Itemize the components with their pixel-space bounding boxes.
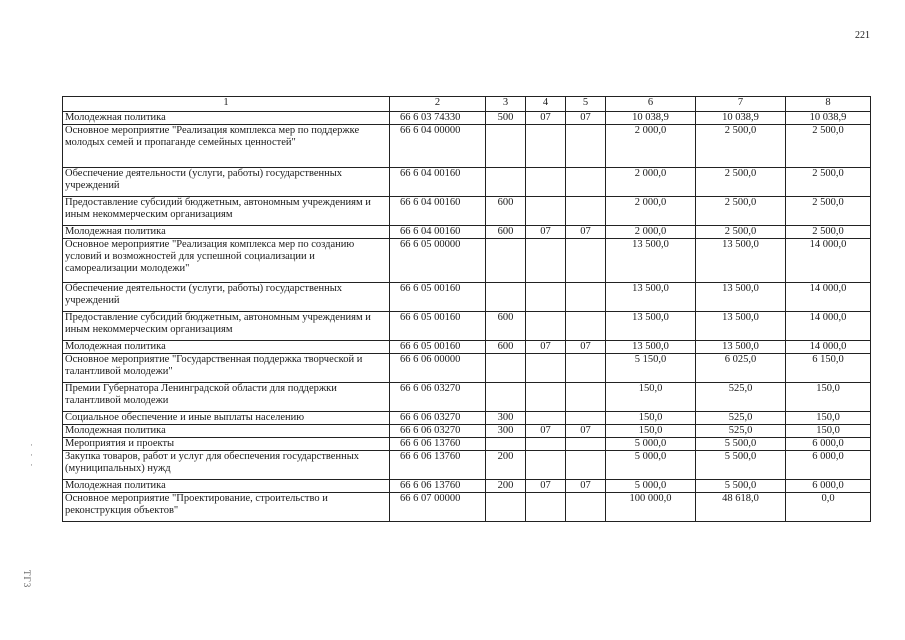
row-section: 07 — [526, 341, 566, 354]
row-expense-type: 200 — [486, 451, 526, 480]
row-value-col7: 2 500,0 — [696, 168, 786, 197]
row-value-col7: 5 500,0 — [696, 451, 786, 480]
row-subsection — [566, 354, 606, 383]
row-code: 66 6 06 03270 — [390, 425, 486, 438]
row-value-col7: 6 025,0 — [696, 354, 786, 383]
column-header: 8 — [786, 97, 871, 112]
row-value-col6: 13 500,0 — [606, 341, 696, 354]
budget-table — [62, 96, 871, 522]
row-value-col8: 14 000,0 — [786, 341, 871, 354]
row-value-col8: 6 150,0 — [786, 354, 871, 383]
column-header: 6 — [606, 97, 696, 112]
row-expense-type — [486, 283, 526, 312]
row-expense-type — [486, 438, 526, 451]
row-section — [526, 354, 566, 383]
row-value-col6: 5 000,0 — [606, 438, 696, 451]
row-code: 66 6 06 03270 — [390, 383, 486, 412]
row-value-col8: 0,0 — [786, 493, 871, 522]
row-value-col8: 6 000,0 — [786, 451, 871, 480]
table-row — [63, 451, 871, 480]
table-row — [63, 125, 871, 168]
row-expense-type — [486, 125, 526, 168]
row-value-col8: 14 000,0 — [786, 239, 871, 283]
row-value-col6: 2 000,0 — [606, 168, 696, 197]
row-value-col6: 150,0 — [606, 383, 696, 412]
row-value-col6: 100 000,0 — [606, 493, 696, 522]
row-value-col8: 2 500,0 — [786, 125, 871, 168]
row-section: 07 — [526, 480, 566, 493]
row-subsection — [566, 197, 606, 226]
row-value-col7: 48 618,0 — [696, 493, 786, 522]
row-value-col7: 13 500,0 — [696, 283, 786, 312]
row-code: 66 6 04 00160 — [390, 197, 486, 226]
row-subsection — [566, 493, 606, 522]
row-name: Основное мероприятие "Реализация комплекса мер по поддержке молодых семей и пропаганде семейных ценностей" — [63, 125, 390, 168]
row-value-col6: 5 000,0 — [606, 451, 696, 480]
column-header: 1 — [63, 97, 390, 112]
row-code: 66 6 06 00000 — [390, 354, 486, 383]
row-subsection — [566, 168, 606, 197]
row-value-col7: 5 500,0 — [696, 438, 786, 451]
row-value-col7: 13 500,0 — [696, 341, 786, 354]
table-row — [63, 312, 871, 341]
row-code: 66 6 04 00160 — [390, 168, 486, 197]
row-subsection: 07 — [566, 341, 606, 354]
row-value-col7: 525,0 — [696, 412, 786, 425]
row-expense-type — [486, 354, 526, 383]
row-section — [526, 168, 566, 197]
row-subsection: 07 — [566, 480, 606, 493]
row-section — [526, 283, 566, 312]
row-subsection — [566, 438, 606, 451]
row-value-col8: 150,0 — [786, 383, 871, 412]
row-name: Закупка товаров, работ и услуг для обеспечения государственных (муниципальных) нужд — [63, 451, 390, 480]
row-subsection — [566, 312, 606, 341]
row-code: 66 6 05 00160 — [390, 341, 486, 354]
row-subsection: 07 — [566, 112, 606, 125]
row-value-col7: 525,0 — [696, 383, 786, 412]
margin-stamp: ТГ3 — [22, 570, 32, 589]
row-expense-type — [486, 168, 526, 197]
row-value-col7: 5 500,0 — [696, 480, 786, 493]
row-subsection: 07 — [566, 425, 606, 438]
row-value-col6: 13 500,0 — [606, 312, 696, 341]
row-subsection — [566, 412, 606, 425]
column-header: 4 — [526, 97, 566, 112]
table-row — [63, 168, 871, 197]
row-name: Обеспечение деятельности (услуги, работы) государственных учреждений — [63, 168, 390, 197]
table-row — [63, 197, 871, 226]
row-section: 07 — [526, 112, 566, 125]
row-expense-type: 300 — [486, 425, 526, 438]
row-value-col7: 525,0 — [696, 425, 786, 438]
table-row — [63, 226, 871, 239]
row-value-col7: 13 500,0 — [696, 312, 786, 341]
row-name: Мероприятия и проекты — [63, 438, 390, 451]
row-code: 66 6 07 00000 — [390, 493, 486, 522]
row-expense-type — [486, 383, 526, 412]
row-expense-type: 600 — [486, 226, 526, 239]
row-code: 66 6 04 00160 — [390, 226, 486, 239]
row-name: Предоставление субсидий бюджетным, автономным учреждениям и иным некоммерческим организациям — [63, 197, 390, 226]
row-subsection — [566, 239, 606, 283]
row-value-col7: 10 038,9 — [696, 112, 786, 125]
table-row — [63, 383, 871, 412]
row-name: Молодежная политика — [63, 341, 390, 354]
row-value-col8: 14 000,0 — [786, 312, 871, 341]
row-section — [526, 125, 566, 168]
row-name: Основное мероприятие "Реализация комплекса мер по созданию условий и возможностей для успешной социализации и самореализации молодежи" — [63, 239, 390, 283]
table-header-row — [63, 97, 871, 112]
row-value-col6: 150,0 — [606, 425, 696, 438]
row-name: Молодежная политика — [63, 112, 390, 125]
table-row — [63, 283, 871, 312]
row-section — [526, 493, 566, 522]
row-name: Премии Губернатора Ленинградской области для поддержки талантливой молодежи — [63, 383, 390, 412]
row-value-col6: 2 000,0 — [606, 197, 696, 226]
row-value-col8: 2 500,0 — [786, 197, 871, 226]
row-expense-type: 600 — [486, 312, 526, 341]
row-value-col8: 10 038,9 — [786, 112, 871, 125]
row-expense-type: 600 — [486, 197, 526, 226]
row-expense-type — [486, 493, 526, 522]
table-row — [63, 425, 871, 438]
row-value-col6: 2 000,0 — [606, 226, 696, 239]
row-code: 66 6 06 13760 — [390, 438, 486, 451]
row-subsection — [566, 383, 606, 412]
row-name: Молодежная политика — [63, 226, 390, 239]
table-row — [63, 354, 871, 383]
row-code: 66 6 04 00000 — [390, 125, 486, 168]
row-subsection — [566, 125, 606, 168]
row-name: Предоставление субсидий бюджетным, автономным учреждениям и иным некоммерческим организациям — [63, 312, 390, 341]
row-expense-type: 200 — [486, 480, 526, 493]
table-row — [63, 239, 871, 283]
table-row — [63, 493, 871, 522]
row-section — [526, 451, 566, 480]
row-name: Основное мероприятие "Государственная поддержка творческой и талантливой молодежи" — [63, 354, 390, 383]
row-value-col7: 2 500,0 — [696, 226, 786, 239]
row-section — [526, 412, 566, 425]
row-value-col7: 13 500,0 — [696, 239, 786, 283]
row-section — [526, 197, 566, 226]
row-value-col6: 5 000,0 — [606, 480, 696, 493]
row-section — [526, 239, 566, 283]
row-name: Обеспечение деятельности (услуги, работы) государственных учреждений — [63, 283, 390, 312]
row-subsection — [566, 283, 606, 312]
column-header: 3 — [486, 97, 526, 112]
row-expense-type: 500 — [486, 112, 526, 125]
column-header: 7 — [696, 97, 786, 112]
row-code: 66 6 06 13760 — [390, 480, 486, 493]
table-row — [63, 438, 871, 451]
scan-artifact-dots: · · · — [30, 440, 33, 470]
row-value-col6: 2 000,0 — [606, 125, 696, 168]
column-header: 2 — [390, 97, 486, 112]
row-value-col8: 150,0 — [786, 412, 871, 425]
row-expense-type: 300 — [486, 412, 526, 425]
row-section: 07 — [526, 226, 566, 239]
table-row — [63, 112, 871, 125]
row-value-col8: 2 500,0 — [786, 226, 871, 239]
row-code: 66 6 06 03270 — [390, 412, 486, 425]
row-value-col8: 6 000,0 — [786, 438, 871, 451]
row-value-col6: 150,0 — [606, 412, 696, 425]
table-row — [63, 412, 871, 425]
row-name: Молодежная политика — [63, 425, 390, 438]
row-section — [526, 312, 566, 341]
row-value-col8: 2 500,0 — [786, 168, 871, 197]
row-value-col8: 14 000,0 — [786, 283, 871, 312]
column-header: 5 — [566, 97, 606, 112]
row-expense-type: 600 — [486, 341, 526, 354]
row-code: 66 6 05 00160 — [390, 312, 486, 341]
row-code: 66 6 06 13760 — [390, 451, 486, 480]
row-code: 66 6 05 00000 — [390, 239, 486, 283]
row-name: Социальное обеспечение и иные выплаты населению — [63, 412, 390, 425]
row-value-col6: 13 500,0 — [606, 239, 696, 283]
page-number: 221 — [855, 30, 870, 41]
row-expense-type — [486, 239, 526, 283]
row-value-col7: 2 500,0 — [696, 125, 786, 168]
row-subsection — [566, 451, 606, 480]
row-section: 07 — [526, 425, 566, 438]
row-value-col8: 6 000,0 — [786, 480, 871, 493]
row-value-col6: 13 500,0 — [606, 283, 696, 312]
row-subsection: 07 — [566, 226, 606, 239]
row-value-col6: 5 150,0 — [606, 354, 696, 383]
row-value-col7: 2 500,0 — [696, 197, 786, 226]
row-section — [526, 438, 566, 451]
row-value-col6: 10 038,9 — [606, 112, 696, 125]
row-section — [526, 383, 566, 412]
row-name: Основное мероприятие "Проектирование, строительство и реконструкция объектов" — [63, 493, 390, 522]
row-code: 66 6 03 74330 — [390, 112, 486, 125]
row-name: Молодежная политика — [63, 480, 390, 493]
table-row — [63, 480, 871, 493]
row-value-col8: 150,0 — [786, 425, 871, 438]
table-row — [63, 341, 871, 354]
row-code: 66 6 05 00160 — [390, 283, 486, 312]
